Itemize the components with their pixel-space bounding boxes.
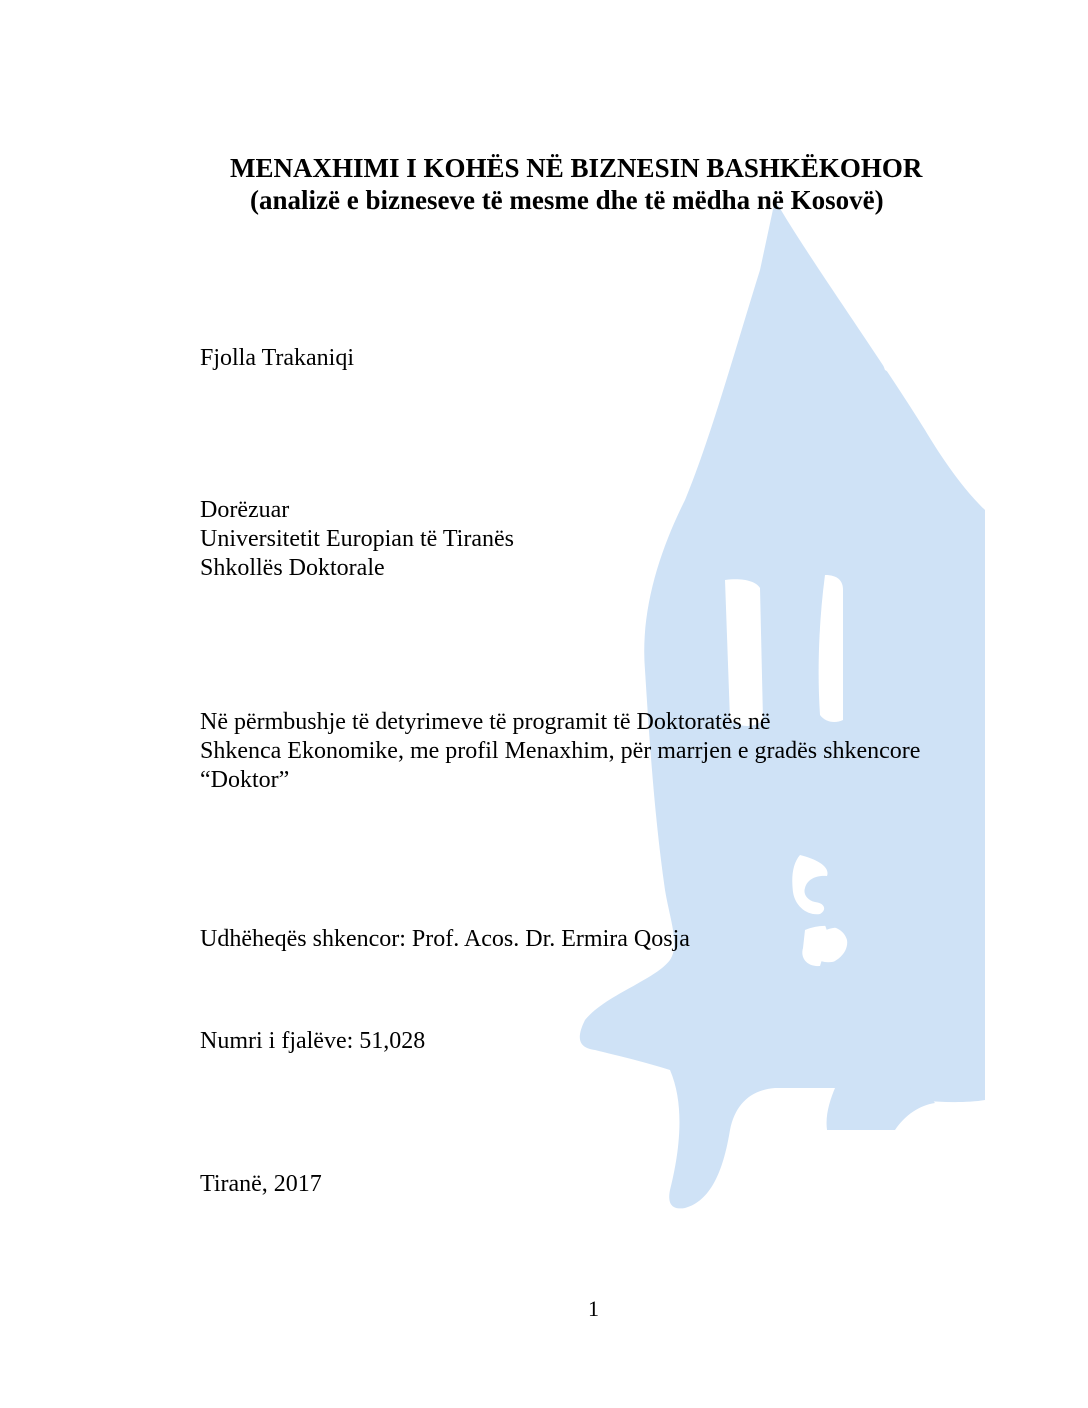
supervisor-line: Udhëheqës shkencor: Prof. Acos. Dr. Ermira Qosja xyxy=(200,926,690,952)
place-and-year: Tiranë, 2017 xyxy=(200,1171,322,1197)
submission-line: Dorëzuar xyxy=(200,497,290,523)
submission-line: Universitetit Europian të Tiranës xyxy=(200,526,514,552)
word-count: Numri i fjalëve: 51,028 xyxy=(200,1028,426,1054)
fulfillment-line: Në përmbushje të detyrimeve të programit të Doktoratës në xyxy=(200,709,771,735)
submission-line: Shkollës Doktorale xyxy=(200,555,385,581)
author-name: Fjolla Trakaniqi xyxy=(200,345,355,371)
page-number: 1 xyxy=(588,1296,599,1321)
university-tower-watermark-icon xyxy=(575,200,985,1210)
fulfillment-line: Shkenca Ekonomike, me profil Menaxhim, për marrjen e gradës shkencore xyxy=(200,738,921,764)
document-title: MENAXHIMI I KOHËS NË BIZNESIN BASHKËKOHOR xyxy=(230,153,923,183)
document-subtitle: (analizë e bizneseve të mesme dhe të mëdha në Kosovë) xyxy=(250,185,884,215)
fulfillment-line: “Doktor” xyxy=(200,767,290,793)
